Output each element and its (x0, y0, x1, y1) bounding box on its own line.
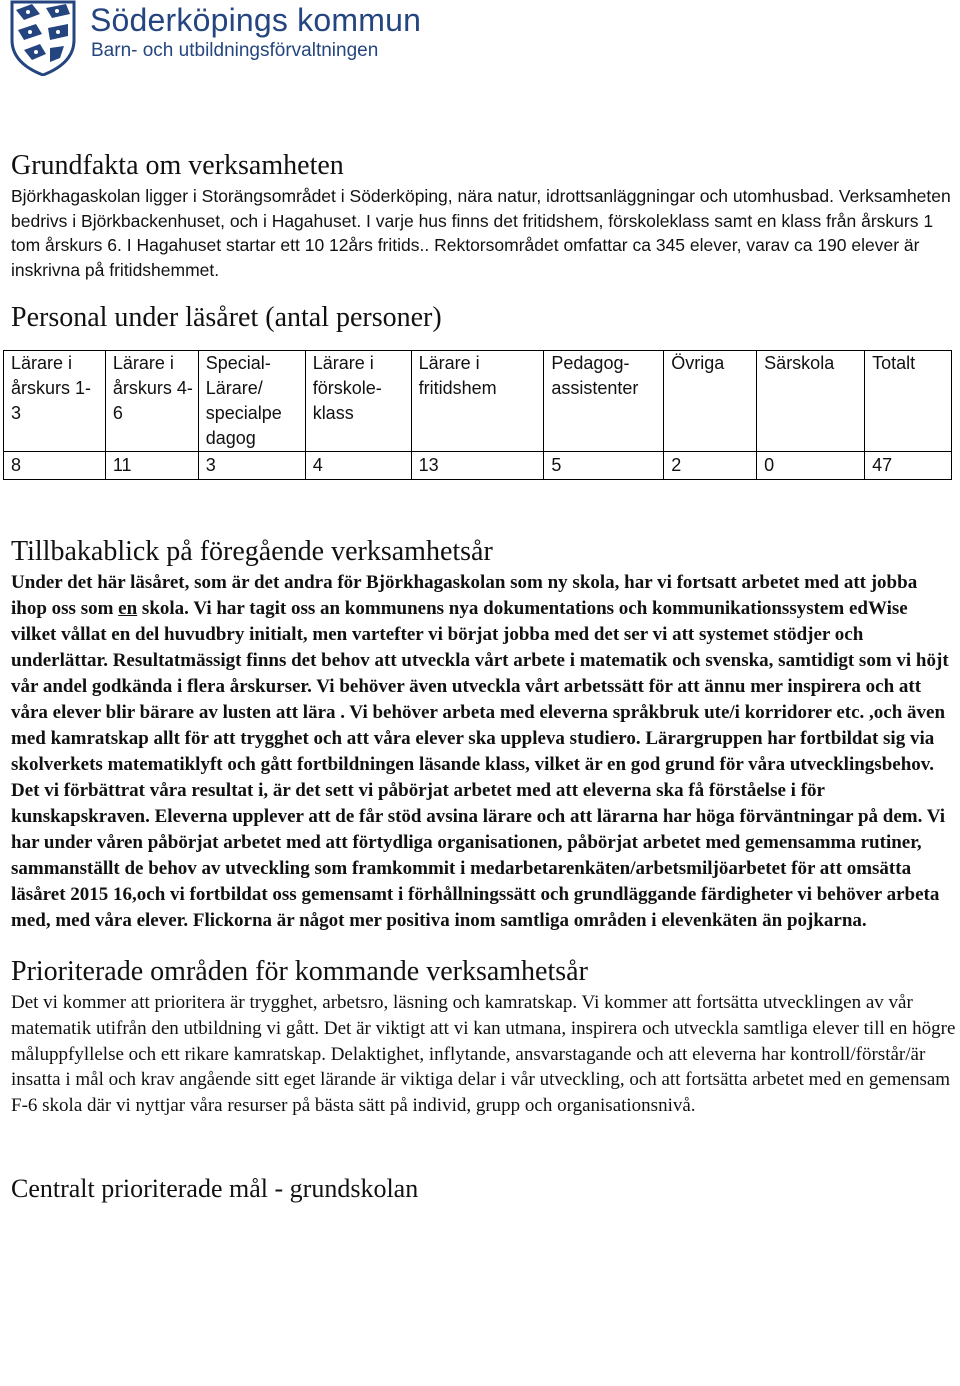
municipal-coat-of-arms-icon (10, 0, 76, 76)
column-header: Lärare i fritidshem (411, 351, 544, 452)
basic-facts-paragraph: Björkhagaskolan ligger i Storängsområdet i Söderköping, nära natur, idrottsanläggningar och utomhusbad. Verksamheten bedrivs i Björkbackenhuset, och i Hagahuset. I varje hus finns det fritidshem, förskoleklass samt en klass från årskurs 1 tom årskurs 6. I Hagahuset startar ett 10 12års fritids.. Rektorsområdet omfattar ca 345 elever, varav ca 190 elever är inskrivna på fritidshemmet. (11, 186, 951, 280)
staff-table (3, 350, 952, 480)
staff-table-header-row (4, 351, 952, 452)
table-cell: 5 (544, 452, 664, 480)
section-heading-basic-facts: Grundfakta om verksamheten (11, 150, 344, 181)
column-header: Övriga (664, 351, 757, 452)
section-heading-retrospective: Tillbakablick på föregående verksamhetsår (11, 536, 493, 567)
column-header: Lärare i årskurs 1-3 (4, 351, 106, 452)
column-header: Lärare i förskole- klass (305, 351, 411, 452)
table-cell: 8 (4, 452, 106, 480)
table-cell: 2 (664, 452, 757, 480)
retrospective-text-start: Under det här läsåret, som är det andra för Björkhagaskolan som ny skola, har vi fortsatt arbetet med att jobba ihop oss som (11, 572, 918, 619)
section-heading-central-goals: Centralt prioriterade mål - grundskolan (11, 1173, 419, 1203)
document-body (11, 148, 956, 1207)
retrospective-text-rest: skola. Vi har tagit oss an kommunens nya dokumentations och kommunikationssystem edWise vilket vållat en del huvudbry initialt, men vartefter vi börjat jobba med det ser vi att systemet stödjer och underlättar. Resultatmässigt finns det behov att utveckla vårt arbete i matematik och svenska, samtidigt som vi höjt vår andel godkända i flera årskurser. Vi behöver även utveckla vårt arbetssätt för att ännu mer inspirera och att våra elever blir bärare av lusten att lära . Vi behöver arbeta med eleverna språkbruk ute/i korridorer etc. ,och även med kamratskap allt för att trygghet och att våra elever ska uppleva studiero. Lärargruppen har fortbildat sig via skolverkets matematiklyft och gått fortbildningen läsande klass, vilket är en god grund för våra utvecklingsbehov. Det vi förbättrat våra resultat i, är det sett vi påbörjat arbetet med att eleverna ska få förståelse i för kunskapskraven. Eleverna upplever att de får stöd avsina lärare och att lärarna har höga förväntningar på dem. Vi har under våren påbörjat arbetet med att förtydliga organisationen, påbörjat arbetet med gemensamma rutiner, sammanställt de behov av utveckling som framkommit i medarbetarenkäten/arbetsmiljöarbetet för att omsätta läsåret 2015 16,och vi fortbildat oss gemensamt i förhållningssätt och grundläggande färdigheter vi behöver arbeta med, med våra elever. Flickorna är något mer positiva inom samtliga områden i elevenkäten än pojkarna. (11, 598, 949, 931)
priorities-paragraph: Det vi kommer att prioritera är trygghet, arbetsro, läsning och kamratskap. Vi kommer att fortsätta utvecklingen av vår matematik utifrån den utbildning vi gått. Det är viktigt att vi kan utmana, inspirera och utveckla samtliga elever till en högre måluppfyllelse och ett rikare kamratskap. Delaktighet, inflytande, ansvarstagande och att eleverna har kontroll/förstår/är insatta i mål och krav angående sitt eget lärande är viktiga delar i vår utveckling, och att fortsätta arbetet med en gemensam F-6 skola där vi nyttjar våra resurser på bästa sätt på individ, grupp och organisationsnivå. (11, 992, 956, 1117)
table-cell: 4 (305, 452, 411, 480)
column-header: Special- Lärare/ specialpe dagog (198, 351, 305, 452)
column-header: Totalt (865, 351, 952, 452)
column-header: Särskola (757, 351, 865, 452)
column-header: Pedagog- assistenter (544, 351, 664, 452)
retrospective-paragraph (11, 570, 956, 934)
column-header: Lärare i årskurs 4-6 (105, 351, 198, 452)
underlined-word: en (118, 598, 138, 619)
table-cell: 11 (105, 452, 198, 480)
section-heading-staff: Personal under läsåret (antal personer) (11, 302, 442, 333)
table-cell: 3 (198, 452, 305, 480)
table-cell: 0 (757, 452, 865, 480)
table-cell: 47 (865, 452, 952, 480)
document-header (8, 0, 608, 80)
section-heading-priorities: Prioriterade områden för kommande verksamhetsår (11, 956, 588, 987)
organization-name: Söderköpings kommun (90, 2, 422, 38)
table-cell: 13 (411, 452, 544, 480)
staff-table-values-row (4, 452, 952, 480)
department-name: Barn- och utbildningsförvaltningen (91, 40, 379, 61)
